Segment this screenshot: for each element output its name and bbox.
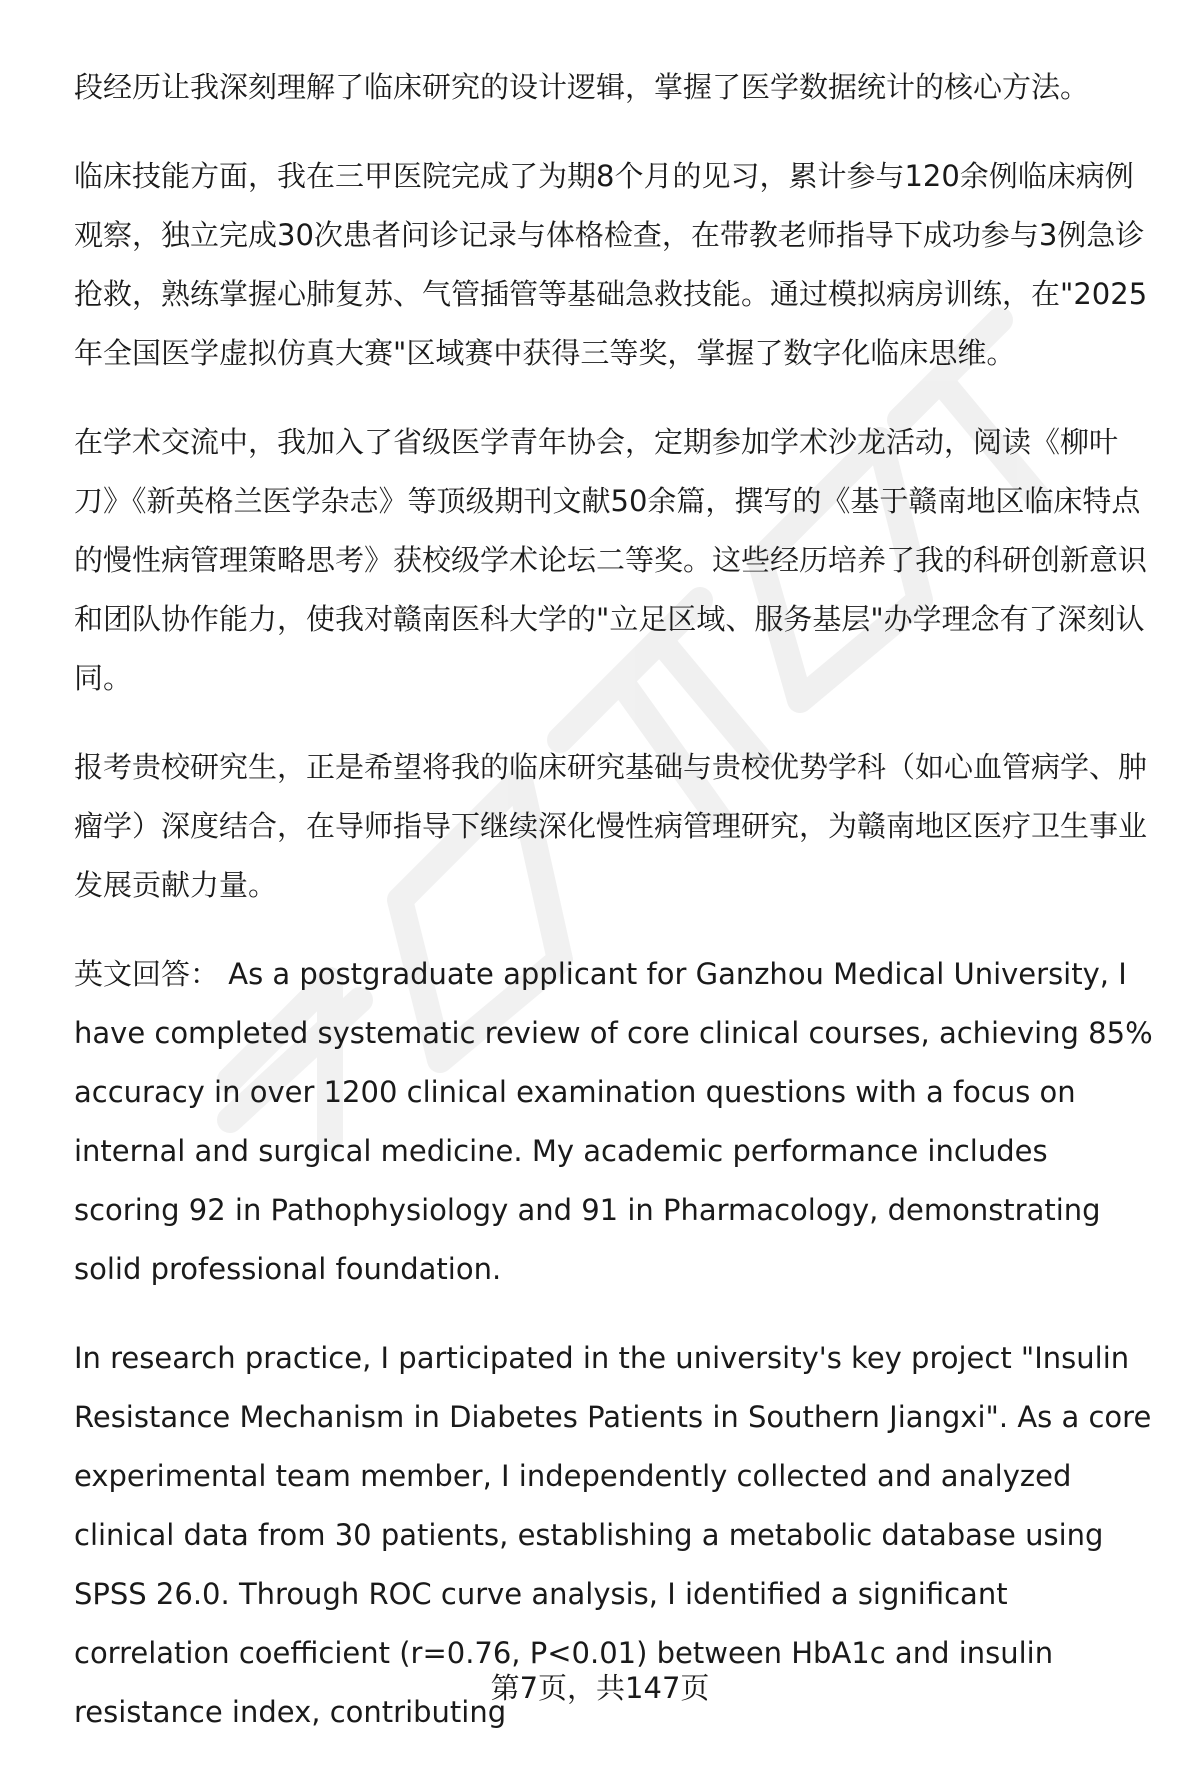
english-answer-text: As a postgraduate applicant for Ganzhou Medical University, I have completed systematic review of core clinical courses, achieving 85% accuracy in over 1200 clinical examination questions with a focus on internal and surgical medicine. My academic performance includes scoring 92 in Pathophysiology and 91 in Pharmacology, demonstrating solid professional foundation. [74,957,1153,1286]
paragraph-english-research: In research practice, I participated in the university's key project "Insulin Resistance Mechanism in Diabetes Patients in Southern Jiangxi". As a core experimental team member, I independently collected and analyzed clinical data from 30 patients, establishing a metabolic database using SPSS 26.0. Through ROC curve analysis, I identified a significant correlation coefficient (r=0.76, P<0.01) between HbA1c and insulin resistance index, contributing [74,1341,1152,1729]
paragraph-english-answer [74,945,1154,1299]
document-body [74,58,1154,1772]
english-answer-label: 英文回答： [74,957,220,991]
paragraph-clinical-skills: 临床技能方面，我在三甲医院完成了为期8个月的见习，累计参与120余例临床病例观察，独立完成30次患者问诊记录与体格检查，在带教老师指导下成功参与3例急诊抢救，熟练掌握心肺复苏、气管插管等基础急救技能。通过模拟病房训练，在"2025年全国医学虚拟仿真大赛"区域赛中获得三等奖，掌握了数字化临床思维。 [74,159,1148,370]
page-indicator: 第7页，共147页 [490,1671,710,1705]
paragraph-academic-exchange: 在学术交流中，我加入了省级医学青年协会，定期参加学术沙龙活动，阅读《柳叶刀》《新英格兰医学杂志》等顶级期刊文献50余篇，撰写的《基于赣南地区临床特点的慢性病管理策略思考》获校级学术论坛二等奖。这些经历培养了我的科研创新意识和团队协作能力，使我对赣南医科大学的"立足区域、服务基层"办学理念有了深刻认同。 [74,425,1148,695]
paragraph-1: 段经历让我深刻理解了临床研究的设计逻辑，掌握了医学数据统计的核心方法。 [74,70,1090,104]
paragraph-application-goal: 报考贵校研究生，正是希望将我的临床研究基础与贵校优势学科（如心血管病学、肿瘤学）深度结合，在导师指导下继续深化慢性病管理研究，为赣南地区医疗卫生事业发展贡献力量。 [74,750,1148,902]
